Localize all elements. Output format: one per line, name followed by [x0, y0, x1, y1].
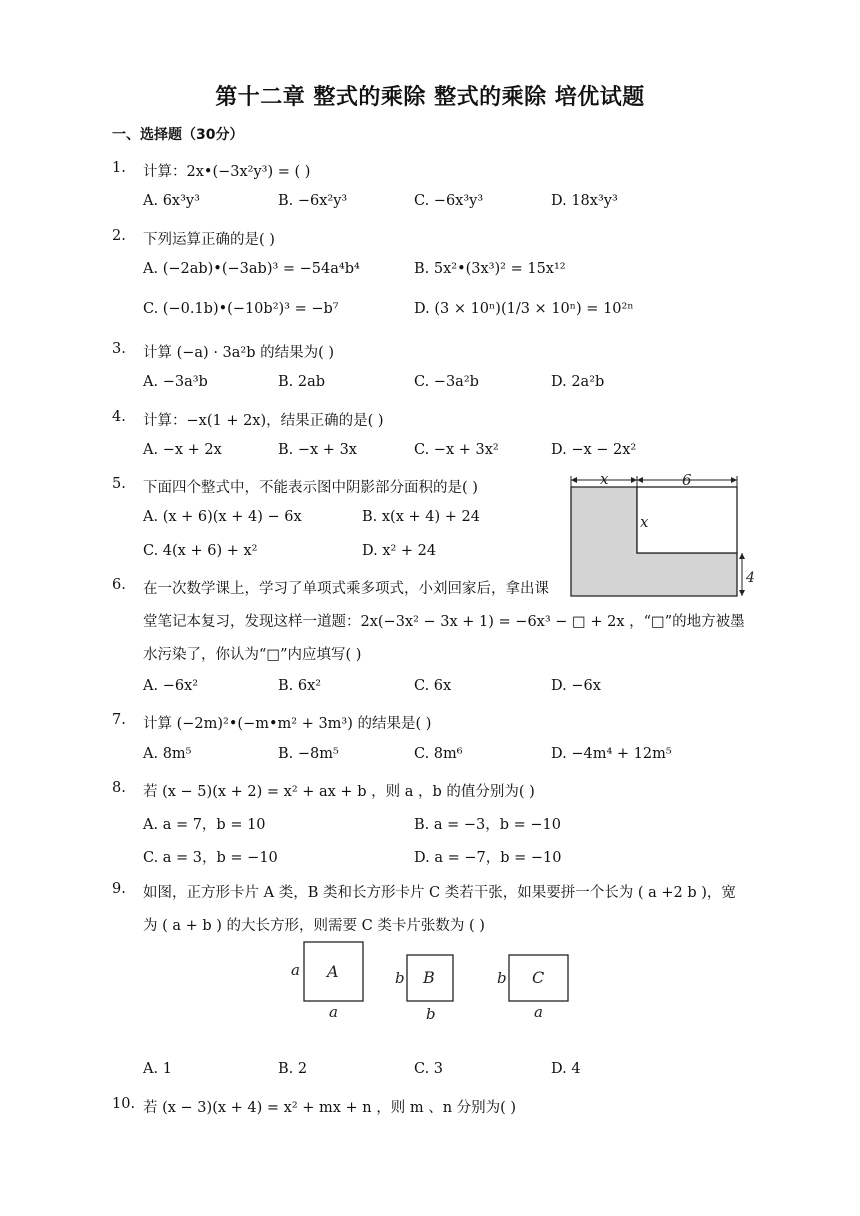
question-number: 9.: [112, 881, 126, 897]
option-c: C. −x + 3x²: [414, 442, 499, 458]
option-d: D. −x − 2x²: [551, 442, 637, 458]
option-b: B. −6x²y³: [278, 193, 348, 209]
question-number: 8.: [112, 780, 126, 796]
label-4: 4: [746, 570, 755, 586]
shaded-area-figure: [560, 466, 760, 602]
option-d: D. 4: [551, 1061, 581, 1077]
card-c-letter: C: [532, 968, 545, 987]
question-number: 4.: [112, 409, 126, 425]
question-number: 5.: [112, 476, 126, 492]
question-stem: 如图，正方形卡片 A 类，B 类和长方形卡片 C 类若干张，如果要拼一个长为 ( a +2 b )，宽: [143, 885, 736, 901]
option-c: C. 4(x + 6) + x²: [143, 543, 258, 559]
option-a: A. 8m⁵: [143, 746, 192, 762]
option-c: C. 6x: [414, 678, 452, 694]
option-a: A. (−2ab)•(−3ab)³ = −54a⁴b⁴: [143, 261, 360, 277]
option-d: D. −4m⁴ + 12m⁵: [551, 746, 672, 762]
option-a: A. −x + 2x: [143, 442, 222, 458]
page-title: 第十二章 整式的乘除 整式的乘除 培优试题: [215, 85, 645, 110]
option-d: D. x² + 24: [362, 543, 437, 559]
option-b: B. −8m⁵: [278, 746, 339, 762]
question-number: 2.: [112, 228, 126, 244]
question-number: 7.: [112, 712, 126, 728]
option-a: A. −3a³b: [143, 374, 208, 390]
label-6: 6: [682, 471, 692, 489]
option-c: C. −6x³y³: [414, 193, 484, 209]
question-stem-line3: 水污染了，你认为“□”内应填写( ): [143, 647, 362, 663]
option-c: C. 8m⁶: [414, 746, 463, 762]
card-a-bottom: a: [329, 1003, 338, 1021]
question-number: 1.: [112, 160, 126, 176]
option-a: A. −6x²: [143, 678, 199, 694]
option-a: A. 1: [143, 1061, 172, 1077]
card-c-side: b: [497, 969, 507, 987]
option-b: B. 2: [278, 1061, 308, 1077]
option-a: A. 6x³y³: [143, 193, 200, 209]
card-b-letter: B: [423, 968, 435, 987]
option-c: C. −3a²b: [414, 374, 479, 390]
option-d: D. 18x³y³: [551, 193, 618, 209]
card-a-side: a: [291, 961, 300, 979]
question-number: 6.: [112, 577, 126, 593]
question-stem: 计算 (−a) · 3a²b 的结果为( ): [143, 345, 335, 361]
card-b-side: b: [395, 969, 405, 987]
option-c: C. 3: [414, 1061, 444, 1077]
option-b: B. 6x²: [278, 678, 322, 694]
option-d: D. 2a²b: [551, 374, 605, 390]
card-c-bottom: a: [534, 1003, 543, 1021]
question-stem-line2: 堂笔记本复习，发现这样一道题：2x(−3x² − 3x + 1) = −6x³ − □ + 2x ，“□”的地方被墨: [143, 614, 745, 630]
question-stem-line2: 为 ( a + b ) 的大长方形，则需要 C 类卡片张数为 ( ): [143, 918, 485, 934]
question-stem: 下列运算正确的是( ): [143, 232, 275, 248]
question-stem: 计算：2x•(−3x²y³) = ( ): [143, 164, 311, 180]
option-b: B. 2ab: [278, 374, 326, 390]
label-x-mid: x: [640, 513, 649, 531]
option-d: D. (3 × 10ⁿ)(1/3 × 10ⁿ) = 10²ⁿ: [414, 301, 634, 317]
option-a: A. (x + 6)(x + 4) − 6x: [143, 509, 302, 525]
option-d: D. −6x: [551, 678, 601, 694]
option-b: B. x(x + 4) + 24: [362, 509, 480, 525]
label-x-top: x: [600, 470, 609, 488]
question-stem: 计算 (−2m)²•(−m•m² + 3m³) 的结果是( ): [143, 716, 432, 732]
card-a-letter: A: [327, 962, 339, 981]
option-a: A. a = 7，b = 10: [143, 817, 266, 833]
option-b: B. 5x²•(3x³)² = 15x¹²: [414, 261, 566, 277]
option-b: B. a = −3，b = −10: [414, 817, 562, 833]
white-rectangle: [637, 487, 737, 553]
question-stem: 计算：−x(1 + 2x)，结果正确的是( ): [143, 413, 384, 429]
question-stem: 若 (x − 5)(x + 2) = x² + ax + b ，则 a ，b 的值分别为( ): [143, 784, 535, 800]
card-b-bottom: b: [426, 1005, 436, 1023]
question-stem: 在一次数学课上，学习了单项式乘多项式，小刘回家后，拿出课: [143, 581, 549, 597]
question-number: 10.: [112, 1096, 136, 1112]
question-number: 3.: [112, 341, 126, 357]
option-c: C. a = 3，b = −10: [143, 850, 278, 866]
question-stem: 下面四个整式中，不能表示图中阴影部分面积的是( ): [143, 480, 478, 496]
cards-figure: [285, 935, 585, 1025]
question-stem: 若 (x − 3)(x + 4) = x² + mx + n ，则 m 、n 分别为( ): [143, 1100, 517, 1116]
section-heading: 一、选择题（30分）: [112, 127, 244, 143]
option-b: B. −x + 3x: [278, 442, 357, 458]
option-d: D. a = −7，b = −10: [414, 850, 562, 866]
option-c: C. (−0.1b)•(−10b²)³ = −b⁷: [143, 301, 339, 317]
